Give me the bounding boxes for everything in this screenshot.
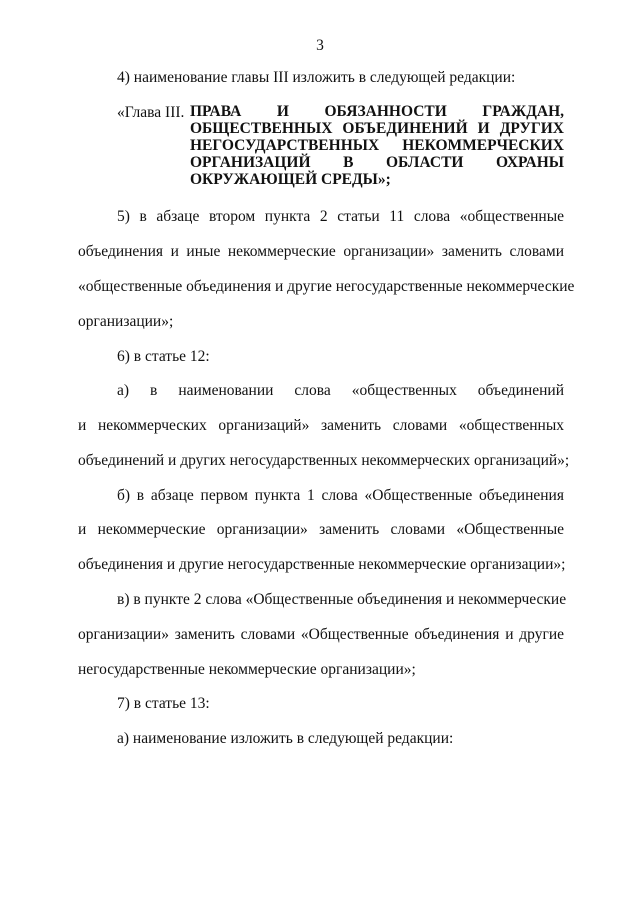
- chapter-title-line: ОКРУЖАЮЩЕЙ СРЕДЫ»;: [190, 171, 391, 188]
- item-7a: а) наименование изложить в следующей редакции:: [117, 730, 454, 747]
- chapter-prefix: «Глава III.: [117, 104, 185, 121]
- chapter-title-line: ПРАВА И ОБЯЗАННОСТИ ГРАЖДАН,: [190, 103, 564, 120]
- item-6: 6) в статье 12:: [117, 348, 210, 365]
- item-6b-line: объединения и другие негосударственные некоммерческие организации»;: [78, 556, 566, 573]
- item-6v-line: организации» заменить словами «Общественные объединения и другие: [78, 626, 564, 643]
- item-4: 4) наименование главы III изложить в следующей редакции:: [117, 69, 516, 86]
- item-5-line: 5) в абзаце втором пункта 2 статьи 11 слова «общественные: [117, 208, 564, 225]
- item-6a-line: а) в наименовании слова «общественных объединений: [117, 382, 564, 399]
- item-6a-line: и некоммерческих организаций» заменить словами «общественных: [78, 417, 564, 434]
- chapter-title-line: ОРГАНИЗАЦИЙ В ОБЛАСТИ ОХРАНЫ: [190, 154, 564, 171]
- item-6a-line: объединений и других негосударственных некоммерческих организаций»;: [78, 452, 570, 469]
- item-5-line: организации»;: [78, 313, 174, 330]
- item-6v-line: в) в пункте 2 слова «Общественные объединения и некоммерческие: [117, 591, 567, 608]
- page-number: 3: [316, 37, 324, 54]
- chapter-title-line: ОБЩЕСТВЕННЫХ ОБЪЕДИНЕНИЙ И ДРУГИХ: [190, 120, 564, 137]
- item-6b-line: и некоммерческие организации» заменить словами «Общественные: [78, 521, 564, 538]
- item-6b-line: б) в абзаце первом пункта 1 слова «Общественные объединения: [117, 487, 564, 504]
- item-7: 7) в статье 13:: [117, 695, 210, 712]
- item-5-line: «общественные объединения и другие негосударственные некоммерческие: [78, 278, 575, 295]
- item-5-line: объединения и иные некоммерческие организации» заменить словами: [78, 243, 564, 260]
- chapter-title-line: НЕГОСУДАРСТВЕННЫХ НЕКОММЕРЧЕСКИХ: [190, 137, 564, 154]
- item-6v-line: негосударственные некоммерческие организации»;: [78, 661, 416, 678]
- chapter-title: [190, 103, 564, 188]
